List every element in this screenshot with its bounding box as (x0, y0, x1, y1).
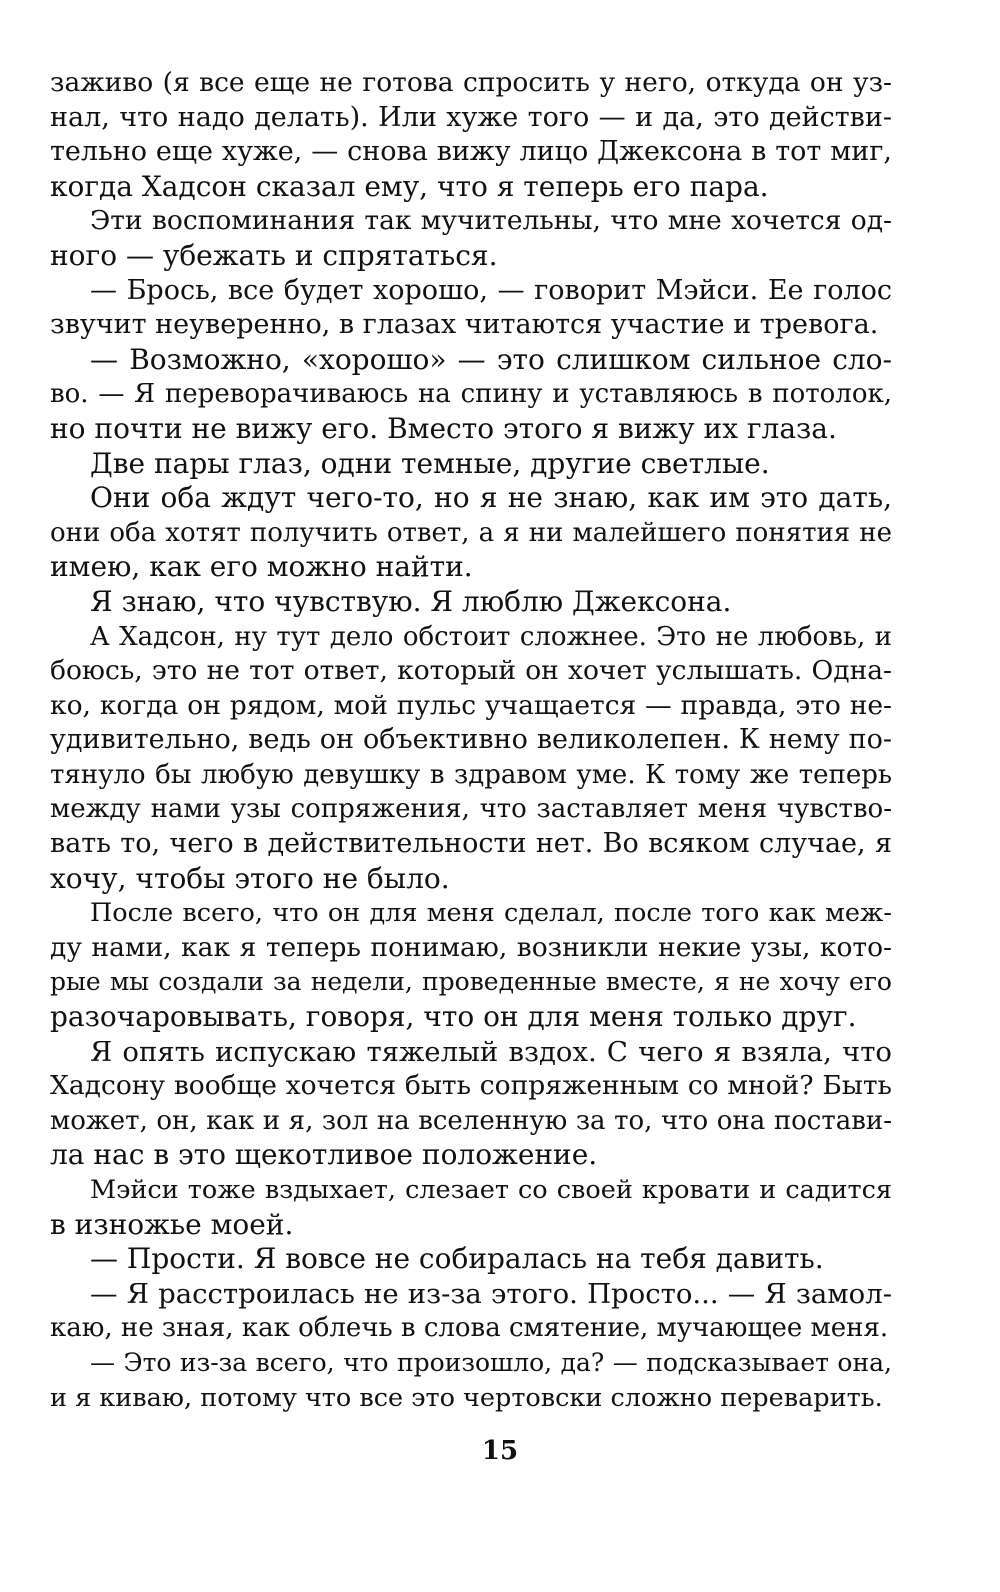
page-number: 15 (481, 1436, 519, 1466)
text-line: разочаровывать, говоря, что он для меня только друг. (50, 1000, 857, 1034)
text-line: тянуло бы любую девушку в здравом уме. К тому же теперь (50, 759, 892, 790)
text-line: рые мы создали за недели, проведенные вместе, я не хочу его (50, 967, 892, 997)
text-line: — Возможно, «хорошо» — это слишком сильное сло- (90, 342, 892, 376)
text-line: ко, когда он рядом, мой пульс учащается — правда, это не- (50, 689, 892, 721)
text-line: ла нас в это щекотливое положение. (50, 1138, 598, 1172)
paragraph-11 (50, 1173, 892, 1242)
paragraph-8 (50, 620, 892, 897)
text-line: Мэйси тоже вздыхает, слезает со своей кровати и садится (90, 1175, 892, 1205)
paragraph-9 (50, 896, 892, 1034)
paragraph-14 (50, 1346, 892, 1415)
text-line: тельно еще хуже, — снова вижу лицо Джексона в тот миг, (50, 136, 892, 168)
paragraph-7 (50, 585, 892, 620)
text-line: — Прости. Я вовсе не собиралась на тебя давить. (90, 1242, 824, 1276)
paragraph-4 (50, 343, 892, 447)
text-line: боюсь, это не тот ответ, который он хочет услышать. Одна- (50, 655, 892, 687)
text-line: Две пары глаз, одни темные, другие светлые. (90, 446, 770, 480)
paragraph-12 (50, 1242, 892, 1277)
text-line: в изножье моей. (50, 1207, 294, 1241)
text-line: имею, как его можно найти. (50, 550, 473, 584)
text-line: Я знаю, что чувствую. Я люблю Джексона. (90, 584, 732, 618)
text-line: Хадсону вообще хочется быть сопряженным со мной? Быть (50, 1070, 892, 1102)
paragraph-3 (50, 274, 892, 343)
text-line: Эти воспоминания так мучительны, что мне хочется од- (90, 205, 892, 237)
text-line: удивительно, ведь он объективно великолепен. К нему по- (50, 724, 892, 756)
text-line: вать то, чего в действительности нет. Во всяком случае, я (50, 828, 892, 860)
text-line: ду нами, как я теперь понимаю, возникли некие узы, кото- (50, 931, 892, 963)
paragraph-1 (50, 66, 892, 204)
text-line: и я киваю, потому что все это чертовски сложно переварить. (50, 1382, 883, 1413)
text-line: После всего, что он для меня сделал, после того как меж- (90, 898, 892, 929)
text-line: когда Хадсон сказал ему, что я теперь его пара. (50, 169, 769, 203)
text-line: может, он, как и я, зол на вселенную за то, что она постави- (50, 1105, 892, 1136)
text-line: между нами узы сопряжения, что заставляет меня чувство- (50, 794, 892, 825)
text-line: — Я расстроилась не из-за этого. Просто... — Я замол- (90, 1277, 892, 1310)
text-line: ного — убежать и спрятаться. (50, 238, 498, 272)
text-line: Я опять испускаю тяжелый вздох. С чего я взяла, что (90, 1035, 892, 1068)
paragraph-13 (50, 1277, 892, 1346)
text-line: — Брось, все будет хорошо, — говорит Мэйси. Ее голос (90, 274, 892, 306)
text-line: А Хадсон, ну тут дело обстоит сложнее. Это не любовь, и (90, 621, 892, 652)
text-line: заживо (я все еще не готова спросить у него, откуда он уз- (50, 67, 892, 98)
paragraph-5 (50, 447, 892, 482)
page-body-text (50, 66, 892, 1415)
text-line: — Это из-за всего, что произошло, да? — подсказывает она, (90, 1347, 892, 1377)
text-line: хочу, чтобы этого не было. (50, 861, 450, 895)
paragraph-2 (50, 204, 892, 273)
text-line: Они оба ждут чего-то, но я не знаю, как им это дать, (90, 481, 892, 515)
text-line: звучит неуверенно, в глазах читаются участие и тревога. (50, 309, 879, 341)
text-line: они оба хотят получить ответ, а я ни малейшего понятия не (50, 517, 892, 548)
text-line: нал, что надо делать). Или хуже того — и да, это действи- (50, 101, 892, 133)
paragraph-6 (50, 481, 892, 585)
paragraph-10 (50, 1035, 892, 1173)
text-line: во. — Я переворачиваюсь на спину и уставляюсь в потолок, (50, 379, 892, 410)
text-line: каю, не зная, как облечь в слова смятение, мучающее меня. (50, 1313, 889, 1344)
text-line: но почти не вижу его. Вместо этого я вижу их глаза. (50, 411, 837, 445)
